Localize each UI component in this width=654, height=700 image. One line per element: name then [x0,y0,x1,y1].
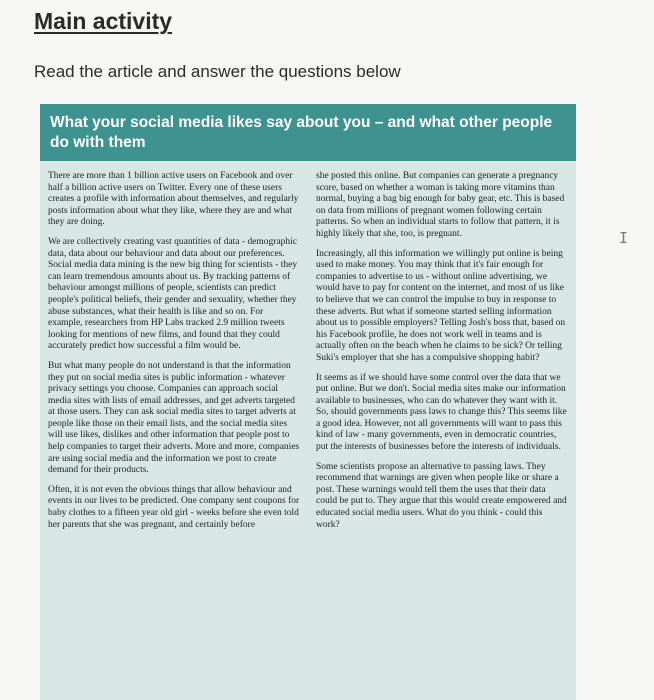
article-right-column [316,171,568,539]
article-box [40,104,576,700]
article-paragraph: But what many people do not understand is that the information they put on social media sites is public information - whatever privacy settings you choose. Companies can approach social media sites with lists of email addresses, and get adverts targeted at those users. They can ask social media sites to target adverts at people like those on their email lists, and the social media sites will use likes, dislikes and other information that people post to help companies to target their adverts. More and more, companies are using social media and the information we post to create demand for their products. [48,360,300,476]
article-paragraph: Some scientists propose an alternative to passing laws. They recommend that warnings are given when people like or share a post. These warnings would tell them the uses that their data could be put to. They argue that this would create empowered and educated social media users. What do you think - could this work? [316,461,567,530]
article-left-column [48,171,300,539]
article-paragraph: Increasingly, all this information we willingly put online is being used to make money. You may think that it's fair enough for companies to advertise to us - without online advertising, we would have to pay for content on the internet, and most of us like to believe that we can control the impulse to buy in response to these adverts. But what if someone started selling information about us to possible employers? Telling Josh's boss that, based on his Facebook profile, he does not work well in teams and is actually often on the beach when he claims to be sick? Or telling Suki's employer that she has a compulsive shopping habit? [316,248,566,363]
article-paragraph: she posted this online. But companies can generate a pregnancy score, based on whether a woman is taking more vitamins than normal, buying a bag big enough for baby gear, etc. This is based on data from millions of pregnant women following certain patterns. So when an individual starts to follow that pattern, it is highly likely that she, too, is pregnant. [316,171,565,239]
article-paragraph: We are collectively creating vast quantities of data - demographic data, data about our behaviour and data about our preferences. Social media data mining is the new big thing for scientists - they can learn tremendous amounts about us. By tracking patterns of behaviour amongst millions of people, scientists can predict people's political beliefs, their gender and sexuality, whether they abuse substances, what their health is like and so on. For example, researchers from HP Labs tracked 2.9 million tweets looking for mentions of new films, and found that they could accurately predict how successful a film would be. [48,236,298,352]
article-paragraph: It seems as if we should have some control over the data that we put online. But we don't. Social media sites make our information available to businesses, who can do whatever they want with it. So, should governments pass laws to change this? This seems like a good idea. However, not all governments will want to pass this kind of law - many governments, even in democratic countries, put the interests of businesses before the interests of individuals. [316,372,567,453]
instruction-text: Read the article and answer the questions below [34,62,401,81]
article-body [40,161,576,539]
article-title: What your social media likes say about you – and what other people do with them [40,104,576,161]
text-cursor-icon: I [619,229,629,247]
article-paragraph: Often, it is not even the obvious things that allow behaviour and events in our lives to be predicted. One company sent coupons for baby clothes to a fifteen year old girl - weeks before she even told her parents that she was pregnant, and certainly before [48,484,300,530]
page-heading: Main activity [34,8,173,34]
article-paragraph: There are more than 1 billion active users on Facebook and over half a billion active users on Twitter. Every one of these users creates a profile with information about themselves, and regularly posts information about what they like, where they are and what they are doing. [48,171,299,228]
